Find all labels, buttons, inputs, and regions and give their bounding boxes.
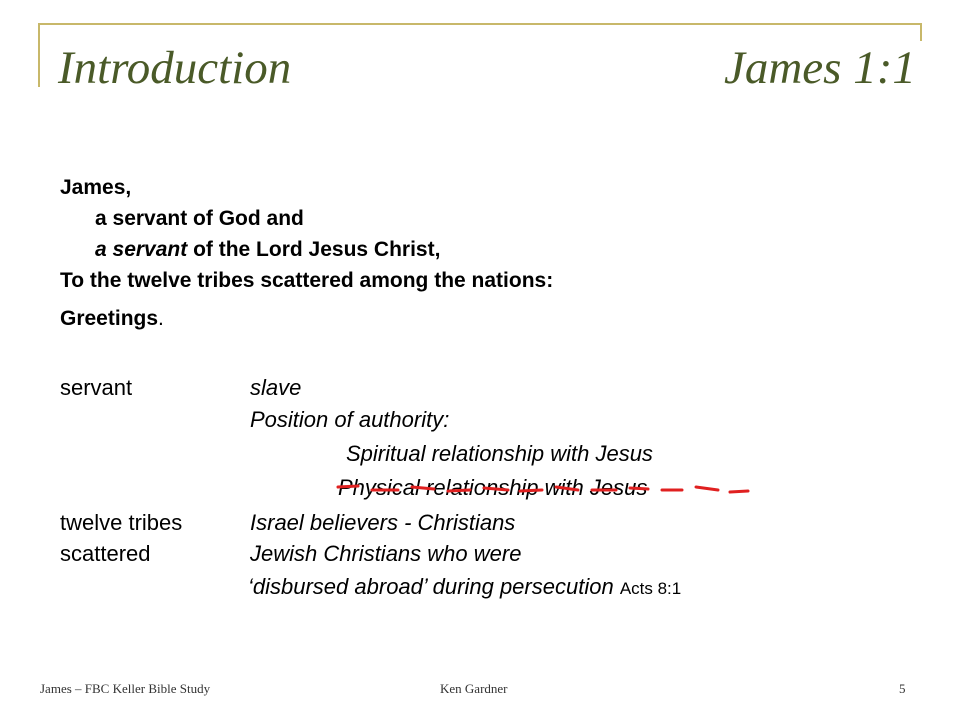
frame-left-rule	[38, 23, 40, 87]
footer-left: James – FBC Keller Bible Study	[40, 681, 211, 696]
term-scattered: scattered	[60, 541, 151, 566]
footer-author: Ken Gardner	[440, 681, 508, 696]
frame-top-rule	[38, 23, 920, 25]
passage-line-3-rest: of the Lord Jesus Christ,	[187, 238, 441, 261]
strikethrough-dashes	[330, 478, 760, 502]
def-physical: Physical relationship with Jesus	[338, 475, 648, 500]
def-slave: slave	[250, 375, 302, 400]
dispersed-text: ‘disbursed abroad’ during persecution	[248, 574, 614, 599]
passage-line-5	[60, 306, 164, 332]
def-scattered: Jewish Christians who were	[250, 541, 522, 566]
def-position: Position of authority:	[250, 407, 450, 432]
def-spiritual: Spiritual relationship with Jesus	[346, 441, 653, 466]
passage-line-1: James,	[60, 176, 132, 199]
passage-line-2: a servant of God and	[95, 207, 304, 230]
slide-title: Introduction	[58, 42, 292, 94]
passage-line-3	[95, 237, 440, 263]
def-dispersed	[248, 574, 681, 602]
passage-line-4: To the twelve tribes scattered among the nations:	[60, 269, 554, 292]
page-number: 5	[899, 681, 906, 696]
term-servant: servant	[60, 375, 133, 400]
greetings-text: Greetings	[60, 307, 159, 330]
acts-reference: Acts 8:1	[619, 579, 682, 598]
passage-line-3-italic: a servant	[95, 238, 188, 261]
def-twelve-tribes: Israel believers - Christians	[250, 510, 516, 535]
slide-reference: James 1:1	[724, 42, 916, 94]
term-twelve-tribes: twelve tribes	[60, 510, 183, 535]
greetings-period: .	[158, 307, 164, 330]
frame-right-rule	[920, 23, 922, 41]
